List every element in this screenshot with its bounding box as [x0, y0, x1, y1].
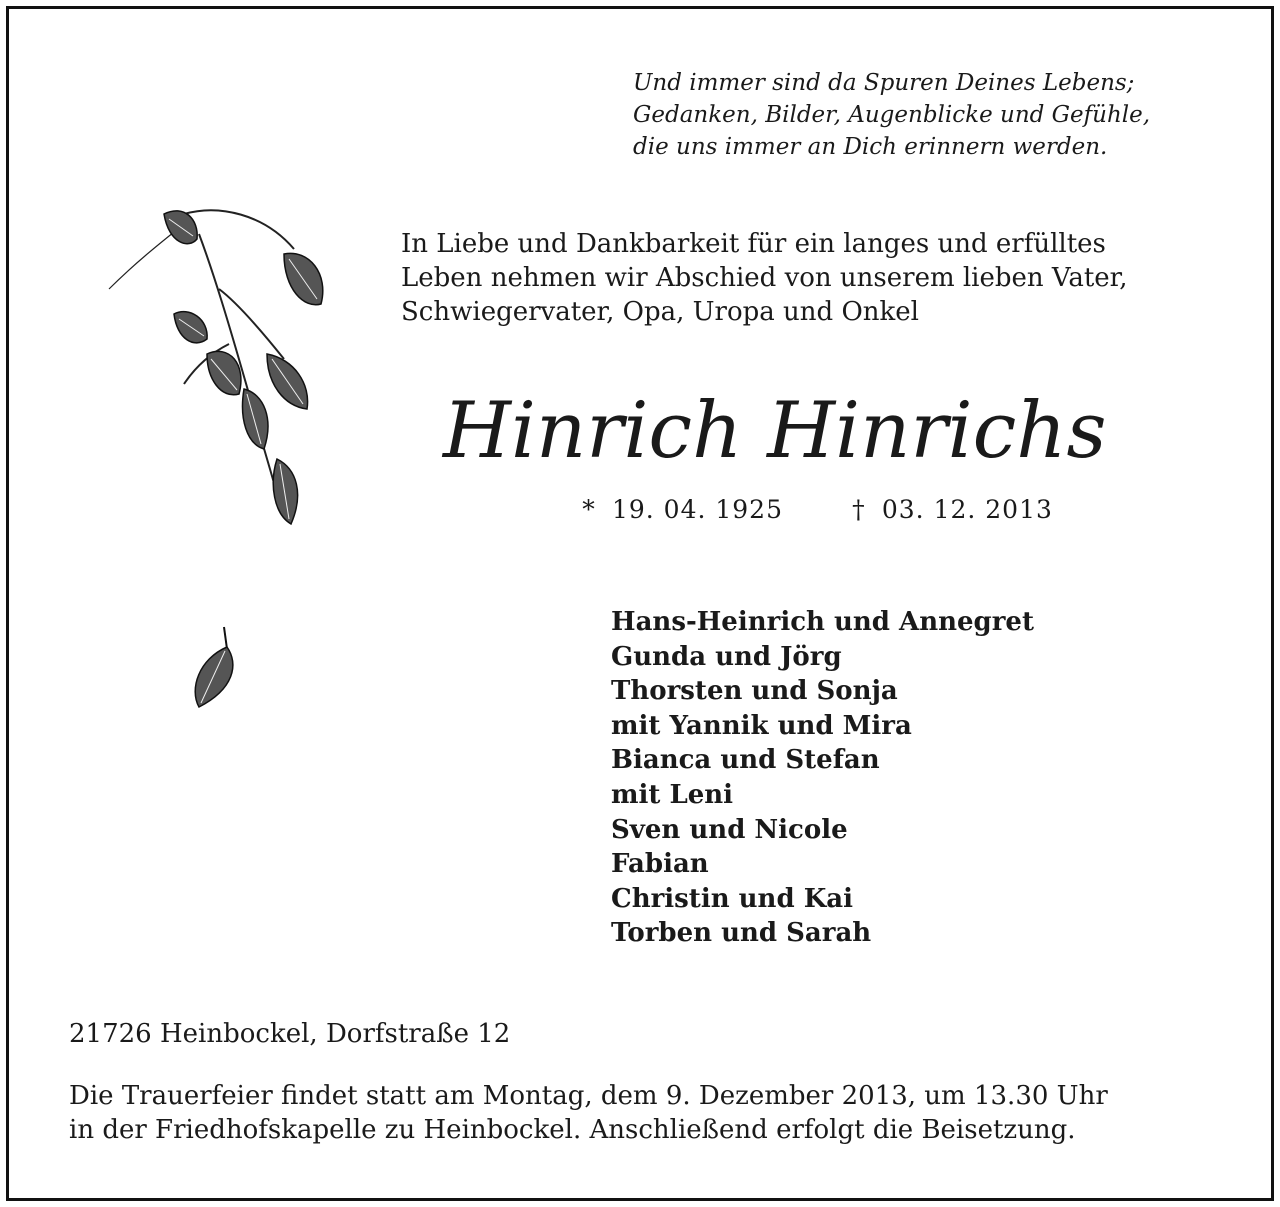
list-item: Torben und Sarah	[611, 918, 872, 949]
mourners-list	[611, 605, 1171, 951]
list-item: Christin und Kai	[611, 883, 854, 914]
intro-line: Leben nehmen wir Abschied von unserem lieben Vater,	[401, 263, 1128, 293]
memorial-quote	[633, 67, 1253, 163]
quote-line: die uns immer an Dich erinnern werden.	[633, 134, 1108, 160]
farewell-intro	[401, 227, 1251, 329]
ceremony-line: Die Trauerfeier findet statt am Montag, dem 9. Dezember 2013, um 13.30 Uhr	[69, 1081, 1108, 1111]
quote-line: Gedanken, Bilder, Augenblicke und Gefühle,	[633, 102, 1151, 128]
funeral-ceremony-info	[69, 1079, 1249, 1147]
list-item: mit Yannik und Mira	[611, 710, 912, 741]
list-item: mit Leni	[611, 779, 734, 810]
life-dates	[575, 493, 1053, 527]
intro-line: In Liebe und Dankbarkeit für ein langes und erfülltes	[401, 229, 1106, 259]
birth-star-icon: *	[582, 495, 596, 524]
list-item: Gunda und Jörg	[611, 641, 842, 672]
falling-leaf-icon	[179, 619, 249, 719]
list-item: Sven und Nicole	[611, 814, 848, 845]
family-address: 21726 Heinbockel, Dorfstraße 12	[69, 1019, 511, 1049]
birch-branch-icon	[89, 194, 349, 544]
list-item: Fabian	[611, 849, 709, 880]
quote-line: Und immer sind da Spuren Deines Lebens;	[633, 70, 1135, 96]
birth-date: 19. 04. 1925	[611, 495, 783, 524]
deceased-name: Hinrich Hinrichs	[443, 386, 1107, 476]
death-date: 03. 12. 2013	[881, 495, 1053, 524]
death-cross-icon: †	[852, 495, 866, 524]
intro-line: Schwiegervater, Opa, Uropa und Onkel	[401, 297, 919, 327]
obituary-notice	[6, 6, 1274, 1201]
ceremony-line: in der Friedhofskapelle zu Heinbockel. Anschließend erfolgt die Beisetzung.	[69, 1115, 1076, 1145]
list-item: Bianca und Stefan	[611, 745, 880, 776]
list-item: Thorsten und Sonja	[611, 676, 898, 707]
list-item: Hans-Heinrich und Annegret	[611, 607, 1034, 637]
